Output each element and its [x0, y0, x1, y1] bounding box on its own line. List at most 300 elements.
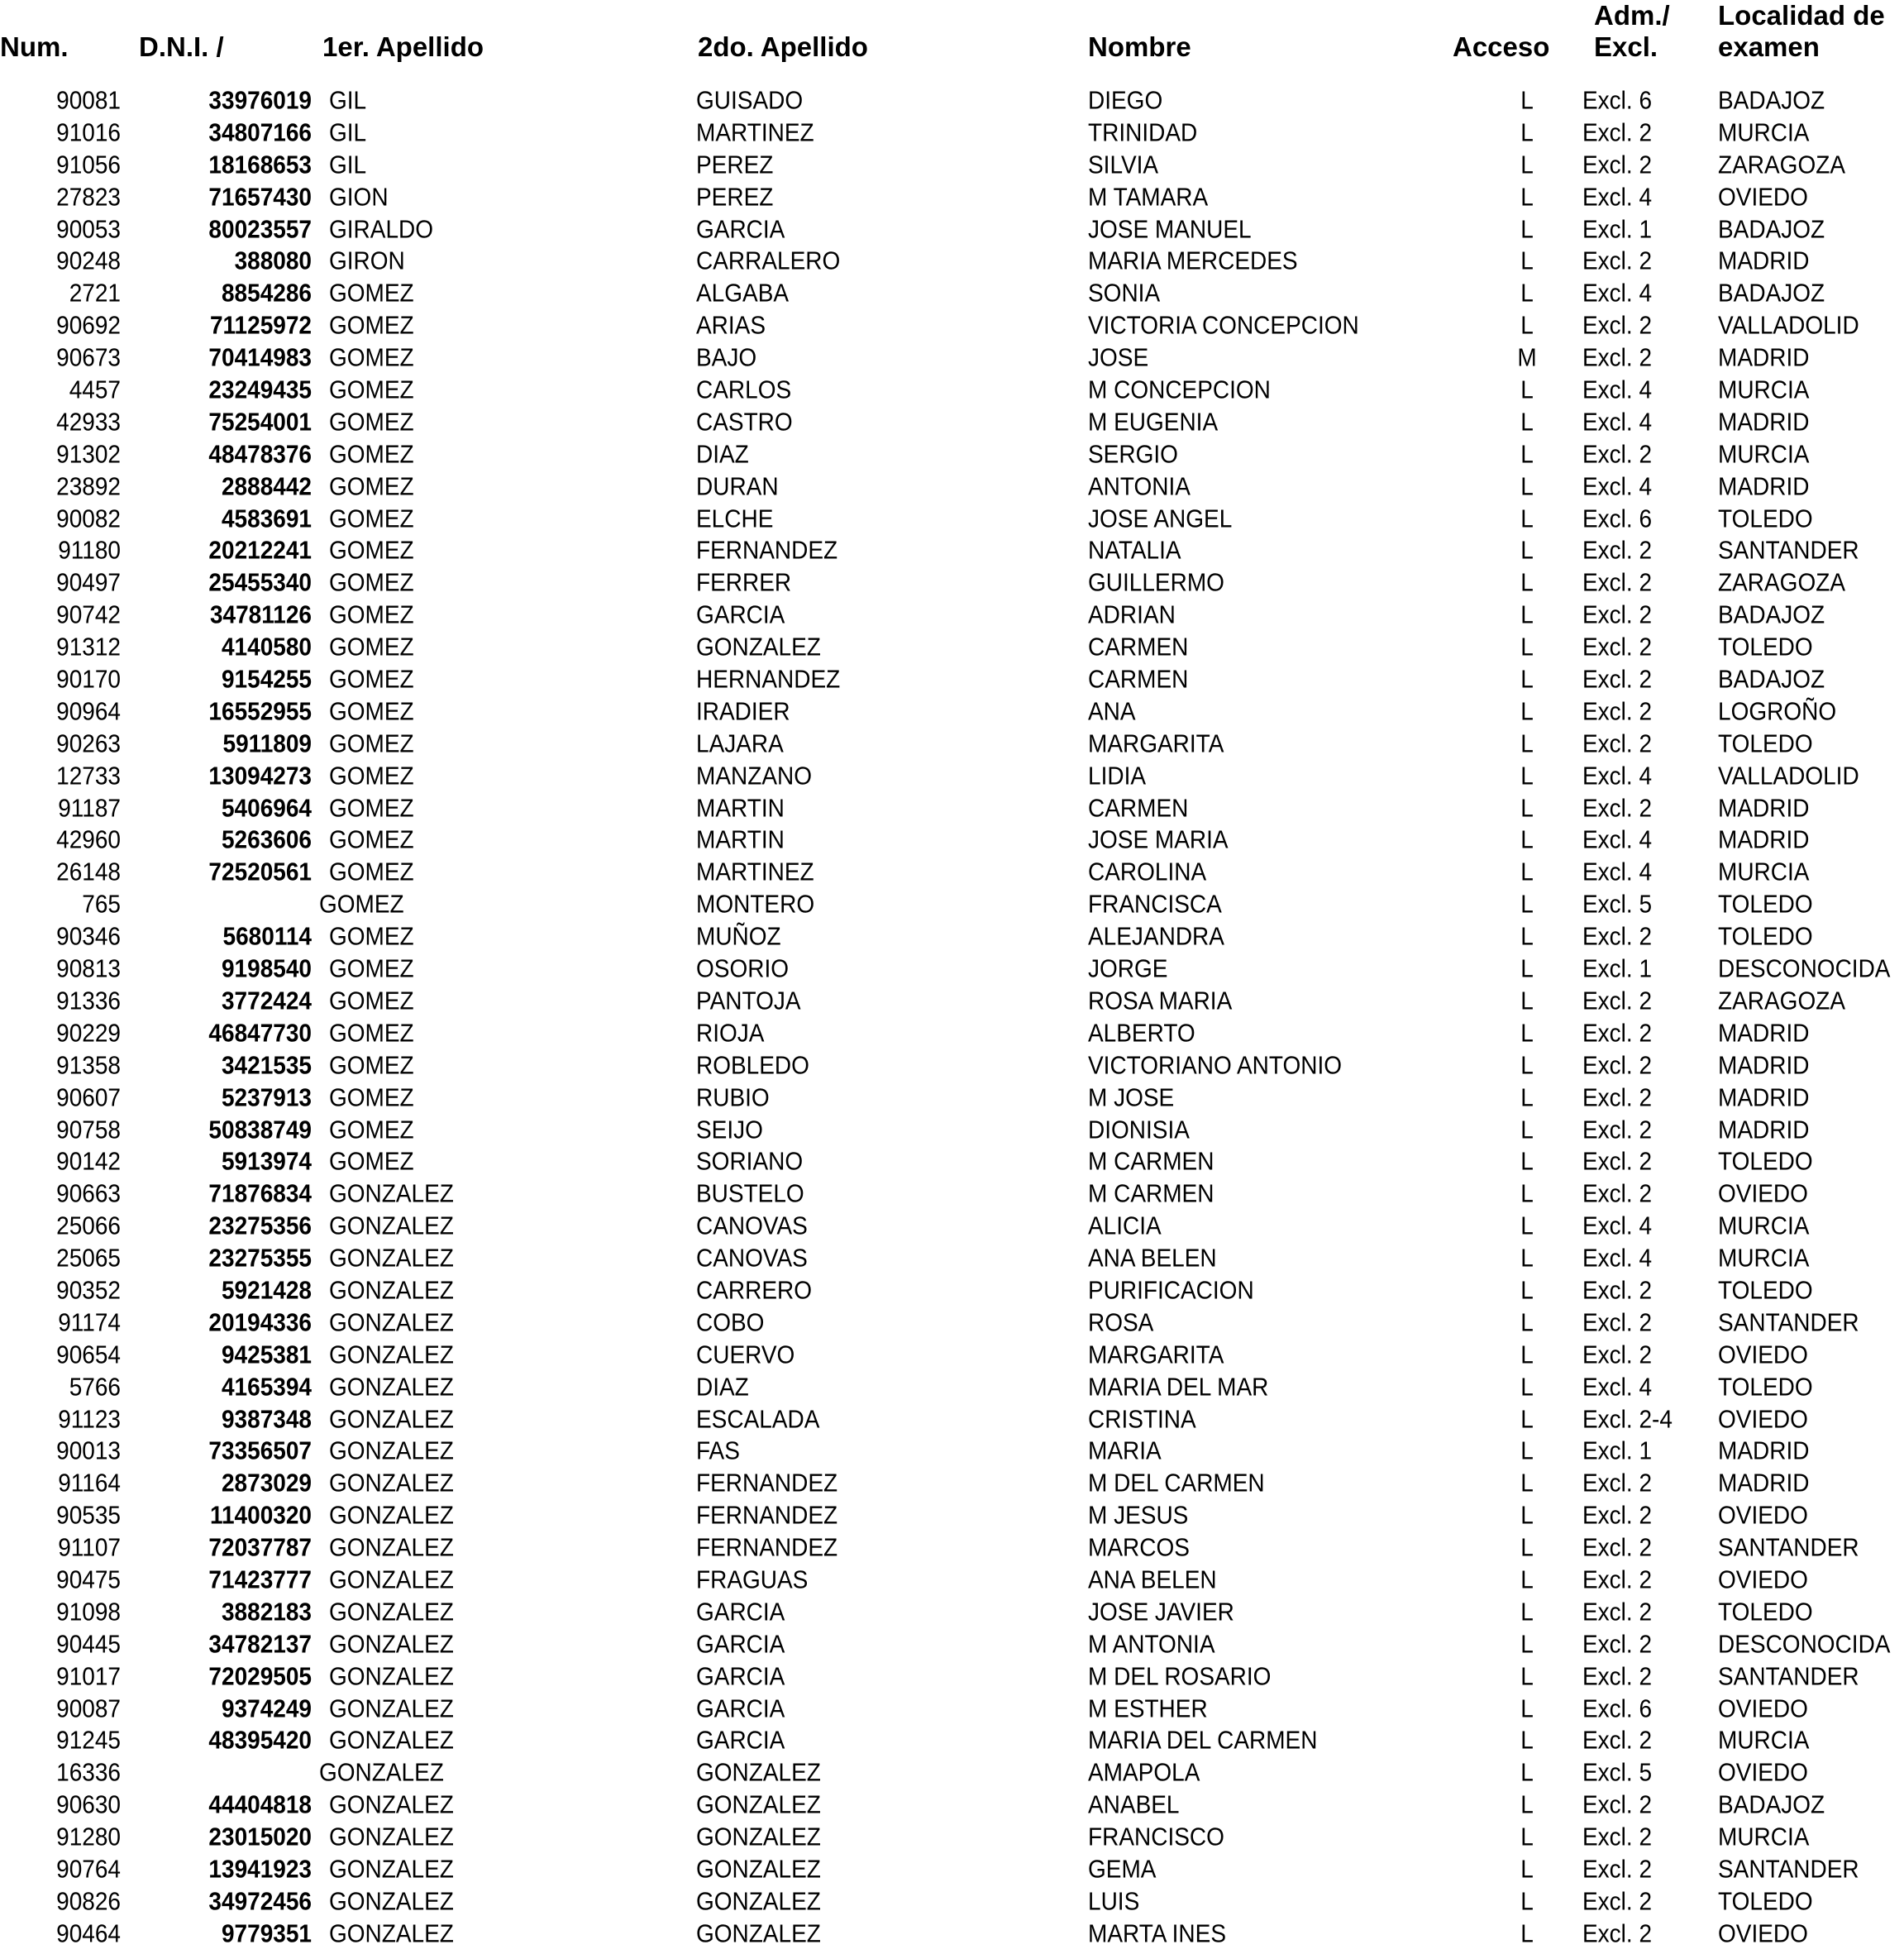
row-acceso: L [1520, 311, 1534, 340]
table-row [0, 1502, 1904, 1536]
row-acceso: L [1520, 118, 1534, 146]
row-dni: 34781126 [209, 600, 312, 629]
row-localidad: MADRID [1718, 825, 1810, 854]
row-second-surname: GARCIA [696, 1694, 785, 1722]
row-acceso: L [1520, 1019, 1534, 1047]
row-num: 4457 [69, 375, 121, 404]
row-localidad: TOLEDO [1718, 1147, 1813, 1176]
table-row [0, 375, 1904, 410]
row-dni: 23249435 [208, 375, 312, 404]
row-adm-excl: Excl. 2 [1582, 1919, 1653, 1947]
row-dni: 5263606 [221, 825, 312, 854]
table-row [0, 858, 1904, 893]
row-num: 90170 [56, 665, 121, 693]
row-second-surname: GONZALEZ [696, 633, 821, 662]
row-adm-excl: Excl. 2 [1582, 1308, 1653, 1336]
row-nombre: MARIA DEL MAR [1088, 1373, 1269, 1401]
row-num: 90082 [56, 504, 121, 533]
row-nombre: M ESTHER [1088, 1694, 1208, 1722]
row-acceso: L [1520, 890, 1534, 919]
row-dni: 23275355 [208, 1244, 312, 1272]
row-adm-excl: Excl. 2 [1582, 1630, 1653, 1658]
row-first-surname: GOMEZ [329, 825, 414, 854]
row-localidad: MADRID [1718, 408, 1810, 436]
table-row [0, 1180, 1904, 1215]
row-adm-excl: Excl. 4 [1582, 762, 1653, 790]
row-localidad: SANTANDER [1718, 1855, 1859, 1883]
row-localidad: OVIEDO [1718, 1694, 1808, 1722]
row-num: 90142 [56, 1147, 121, 1176]
row-dni: 73356507 [208, 1436, 312, 1465]
row-second-surname: GARCIA [696, 1598, 785, 1626]
row-acceso: L [1520, 183, 1534, 211]
row-localidad: DESCONOCIDA [1718, 1630, 1891, 1658]
row-adm-excl: Excl. 4 [1582, 375, 1653, 404]
row-nombre: MARIA DEL CARMEN [1088, 1726, 1318, 1755]
row-first-surname: GIL [329, 86, 367, 114]
row-first-surname: GONZALEZ [329, 1598, 454, 1626]
row-adm-excl: Excl. 2 [1582, 246, 1653, 275]
row-num: 91017 [56, 1662, 121, 1690]
row-dni: 2888442 [221, 472, 312, 500]
header-adm-line2: Excl. [1594, 31, 1658, 62]
row-first-surname: GONZALEZ [329, 1308, 454, 1336]
row-localidad: TOLEDO [1718, 1276, 1813, 1304]
row-acceso: L [1520, 150, 1534, 179]
table-row [0, 1823, 1904, 1858]
row-nombre: ANTONIA [1088, 472, 1191, 500]
row-localidad: TOLEDO [1718, 504, 1813, 533]
row-acceso: L [1520, 375, 1534, 404]
row-localidad: BADAJOZ [1718, 86, 1825, 114]
row-second-surname: BAJO [696, 343, 757, 372]
row-second-surname: OSORIO [696, 954, 790, 982]
row-second-surname: GARCIA [696, 215, 785, 243]
row-nombre: GUILLERMO [1088, 568, 1224, 597]
row-num: 90013 [56, 1436, 121, 1465]
row-first-surname: GONZALEZ [329, 1790, 454, 1819]
row-adm-excl: Excl. 4 [1582, 825, 1653, 854]
table-row [0, 1727, 1904, 1761]
row-second-surname: GUISADO [696, 86, 804, 114]
row-adm-excl: Excl. 2 [1582, 536, 1653, 565]
row-nombre: AMAPOLA [1088, 1758, 1200, 1787]
row-nombre: PURIFICACION [1088, 1276, 1254, 1304]
row-first-surname: GOMEZ [329, 1083, 414, 1111]
row-second-surname: MARTINEZ [696, 858, 814, 886]
row-acceso: L [1520, 633, 1534, 662]
row-acceso: L [1520, 1919, 1534, 1947]
row-localidad: MURCIA [1718, 375, 1810, 404]
row-adm-excl: Excl. 4 [1582, 1244, 1653, 1272]
row-first-surname: GONZALEZ [329, 1887, 454, 1915]
row-nombre: MARCOS [1088, 1533, 1190, 1562]
row-nombre: M JESUS [1088, 1501, 1189, 1530]
row-localidad: MADRID [1718, 472, 1810, 500]
row-nombre: JOSE MANUEL [1088, 215, 1252, 243]
table-row [0, 1083, 1904, 1118]
table-row [0, 1051, 1904, 1086]
row-num: 90445 [56, 1630, 121, 1658]
row-dni: 2873029 [221, 1469, 312, 1498]
row-localidad: MADRID [1718, 246, 1810, 275]
row-first-surname: GOMEZ [329, 279, 414, 308]
row-localidad: MADRID [1718, 1115, 1810, 1144]
row-num: 25065 [56, 1244, 121, 1272]
row-dni: 20194336 [208, 1308, 312, 1336]
row-num: 90053 [56, 215, 121, 243]
row-second-surname: FERRER [696, 568, 792, 597]
row-nombre: MARTA INES [1088, 1919, 1227, 1947]
row-adm-excl: Excl. 2 [1582, 311, 1653, 340]
row-localidad: TOLEDO [1718, 922, 1813, 951]
row-localidad: ZARAGOZA [1718, 987, 1846, 1015]
row-localidad: MADRID [1718, 794, 1810, 822]
row-acceso: L [1520, 1436, 1534, 1465]
row-first-surname: GOMEZ [329, 472, 414, 500]
row-acceso: L [1520, 1823, 1534, 1851]
row-nombre: JOSE JAVIER [1088, 1598, 1234, 1626]
row-first-surname: GOMEZ [329, 1147, 414, 1176]
row-first-surname: GONZALEZ [329, 1404, 454, 1433]
row-num: 90964 [56, 697, 121, 725]
table-row [0, 826, 1904, 861]
row-first-surname: GONZALEZ [329, 1340, 454, 1369]
row-adm-excl: Excl. 2 [1582, 440, 1653, 468]
row-num: 90535 [56, 1501, 121, 1530]
table-row [0, 1469, 1904, 1504]
row-adm-excl: Excl. 2 [1582, 1823, 1653, 1851]
row-nombre: ALBERTO [1088, 1019, 1195, 1047]
row-nombre: CARMEN [1088, 665, 1189, 693]
row-localidad: OVIEDO [1718, 1179, 1808, 1208]
row-adm-excl: Excl. 1 [1582, 954, 1653, 982]
row-acceso: L [1520, 246, 1534, 275]
row-second-surname: SEIJO [696, 1115, 763, 1144]
row-dni: 34807166 [208, 118, 312, 146]
row-num: 42933 [56, 408, 121, 436]
row-adm-excl: Excl. 2 [1582, 1276, 1653, 1304]
row-acceso: L [1520, 86, 1534, 114]
row-adm-excl: Excl. 2 [1582, 794, 1653, 822]
row-acceso: L [1520, 1308, 1534, 1336]
row-num: 23892 [56, 472, 121, 500]
row-dni: 4140580 [221, 633, 312, 662]
row-acceso: L [1520, 408, 1534, 436]
table-row [0, 1694, 1904, 1729]
row-acceso: L [1520, 729, 1534, 757]
row-first-surname: GOMEZ [329, 794, 414, 822]
row-dni: 3772424 [221, 987, 312, 1015]
row-first-surname: GOMEZ [329, 697, 414, 725]
table-row [0, 923, 1904, 958]
row-nombre: M CARMEN [1088, 1147, 1214, 1176]
row-acceso: L [1520, 762, 1534, 790]
table-row [0, 344, 1904, 379]
row-acceso: L [1520, 858, 1534, 886]
row-adm-excl: Excl. 4 [1582, 1373, 1653, 1401]
row-nombre: M CARMEN [1088, 1179, 1214, 1208]
row-nombre: MARIA [1088, 1436, 1162, 1465]
row-second-surname: GARCIA [696, 1630, 785, 1658]
row-second-surname: MONTERO [696, 890, 815, 919]
row-localidad: OVIEDO [1718, 1565, 1808, 1593]
row-dni: 9374249 [221, 1694, 312, 1722]
row-nombre: M CONCEPCION [1088, 375, 1271, 404]
row-nombre: ADRIAN [1088, 600, 1176, 629]
row-adm-excl: Excl. 2 [1582, 1726, 1653, 1755]
row-first-surname: GOMEZ [329, 440, 414, 468]
row-acceso: L [1520, 1051, 1534, 1079]
row-num: 90607 [56, 1083, 121, 1111]
row-num: 90352 [56, 1276, 121, 1304]
table-row [0, 1212, 1904, 1247]
row-second-surname: GONZALEZ [696, 1823, 821, 1851]
row-num: 90248 [56, 246, 121, 275]
header-adm-line1: Adm./ [1594, 0, 1670, 31]
row-nombre: FRANCISCA [1088, 890, 1222, 919]
row-nombre: TRINIDAD [1088, 118, 1198, 146]
table-row [0, 1791, 1904, 1826]
row-second-surname: CARRALERO [696, 246, 841, 275]
header-second-surname: 2do. Apellido [698, 31, 868, 62]
table-row [0, 1019, 1904, 1053]
table-row [0, 1405, 1904, 1440]
row-localidad: VALLADOLID [1718, 762, 1859, 790]
row-localidad: TOLEDO [1718, 1598, 1813, 1626]
row-localidad: MADRID [1718, 1019, 1810, 1047]
row-first-surname: GONZALEZ [329, 1244, 454, 1272]
row-first-surname: GONZALEZ [329, 1823, 454, 1851]
row-first-surname: GONZALEZ [329, 1726, 454, 1755]
row-first-surname: GOMEZ [329, 987, 414, 1015]
row-localidad: LOGROÑO [1718, 697, 1837, 725]
row-dni: 70414983 [208, 343, 312, 372]
row-first-surname: GOMEZ [329, 375, 414, 404]
row-first-surname: GIRALDO [329, 215, 434, 243]
row-second-surname: FRAGUAS [696, 1565, 809, 1593]
row-nombre: ROSA [1088, 1308, 1154, 1336]
row-num: 90758 [56, 1115, 121, 1144]
row-second-surname: GARCIA [696, 1662, 785, 1690]
row-first-surname: GONZALEZ [329, 1501, 454, 1530]
row-num: 12733 [56, 762, 121, 790]
row-adm-excl: Excl. 6 [1582, 504, 1653, 533]
row-second-surname: FERNANDEZ [696, 1533, 838, 1562]
row-adm-excl: Excl. 2 [1582, 1662, 1653, 1690]
header-num: Num. [0, 31, 69, 62]
row-nombre: ALICIA [1088, 1211, 1162, 1240]
row-localidad: OVIEDO [1718, 1340, 1808, 1369]
row-localidad: BADAJOZ [1718, 279, 1825, 308]
row-dni: 18168653 [208, 150, 312, 179]
row-adm-excl: Excl. 2 [1582, 343, 1653, 372]
row-localidad: SANTANDER [1718, 1533, 1859, 1562]
row-localidad: VALLADOLID [1718, 311, 1859, 340]
row-acceso: L [1520, 279, 1534, 308]
row-adm-excl: Excl. 4 [1582, 472, 1653, 500]
row-dni: 11400320 [209, 1501, 312, 1530]
row-second-surname: ROBLEDO [696, 1051, 809, 1079]
row-first-surname: GOMEZ [329, 343, 414, 372]
row-dni: 5921428 [221, 1276, 312, 1304]
row-dni: 13941923 [208, 1855, 312, 1883]
table-row [0, 1340, 1904, 1375]
row-nombre: GEMA [1088, 1855, 1157, 1883]
row-second-surname: HERNANDEZ [696, 665, 841, 693]
row-second-surname: GONZALEZ [696, 1790, 821, 1819]
row-localidad: MADRID [1718, 1051, 1810, 1079]
table-row [0, 1662, 1904, 1697]
row-nombre: VICTORIANO ANTONIO [1088, 1051, 1343, 1079]
row-second-surname: BUSTELO [696, 1179, 804, 1208]
row-dni: 9779351 [221, 1919, 312, 1947]
row-first-surname: GONZALEZ [329, 1211, 454, 1240]
table-row [0, 150, 1904, 185]
row-acceso: L [1520, 1630, 1534, 1658]
table-row [0, 762, 1904, 796]
row-acceso: L [1520, 1404, 1534, 1433]
row-second-surname: CARRERO [696, 1276, 813, 1304]
row-first-surname: GOMEZ [329, 568, 414, 597]
table-row [0, 1276, 1904, 1311]
table-row [0, 1855, 1904, 1890]
row-localidad: SANTANDER [1718, 536, 1859, 565]
table-row [0, 1598, 1904, 1632]
row-first-surname: GONZALEZ [329, 1919, 454, 1947]
row-second-surname: FERNANDEZ [696, 1469, 838, 1498]
row-dni: 4165394 [221, 1373, 312, 1401]
row-first-surname: GONZALEZ [329, 1630, 454, 1658]
row-second-surname: PEREZ [696, 150, 774, 179]
row-second-surname: FAS [696, 1436, 740, 1465]
row-dni: 9154255 [221, 665, 312, 693]
row-dni: 72037787 [208, 1533, 312, 1562]
row-first-surname: GONZALEZ [319, 1758, 444, 1787]
row-adm-excl: Excl. 2 [1582, 1340, 1653, 1369]
table-row [0, 472, 1904, 507]
row-localidad: TOLEDO [1718, 890, 1813, 919]
table-row [0, 1116, 1904, 1150]
table-row [0, 1630, 1904, 1665]
row-acceso: L [1520, 697, 1534, 725]
table-row [0, 633, 1904, 668]
row-dni: 71125972 [209, 311, 312, 340]
row-first-surname: GOMEZ [329, 311, 414, 340]
row-acceso: L [1520, 1855, 1534, 1883]
row-acceso: L [1520, 504, 1534, 533]
row-dni: 23015020 [208, 1823, 312, 1851]
row-acceso: L [1520, 794, 1534, 822]
row-num: 27823 [56, 183, 121, 211]
row-localidad: SANTANDER [1718, 1308, 1859, 1336]
row-first-surname: GONZALEZ [329, 1662, 454, 1690]
row-first-surname: GIRON [329, 246, 405, 275]
row-num: 91187 [58, 794, 121, 822]
row-localidad: TOLEDO [1718, 1887, 1813, 1915]
row-acceso: L [1520, 1598, 1534, 1626]
row-num: 90497 [56, 568, 121, 597]
row-dni: 80023557 [208, 215, 312, 243]
row-nombre: MARGARITA [1088, 729, 1224, 757]
row-second-surname: MANZANO [696, 762, 812, 790]
table-row [0, 504, 1904, 539]
row-second-surname: GONZALEZ [696, 1887, 821, 1915]
row-first-surname: GOMEZ [329, 600, 414, 629]
row-num: 91336 [56, 987, 121, 1015]
row-dni: 13094273 [208, 762, 312, 790]
row-num: 91280 [56, 1823, 121, 1851]
row-adm-excl: Excl. 2-4 [1582, 1404, 1673, 1433]
row-nombre: MARGARITA [1088, 1340, 1224, 1369]
header-localidad-line1: Localidad de [1718, 0, 1885, 31]
row-first-surname: GONZALEZ [329, 1276, 454, 1304]
row-num: 91312 [56, 633, 121, 662]
row-second-surname: MARTIN [696, 825, 785, 854]
row-dni: 48478376 [208, 440, 312, 468]
row-dni: 48395420 [208, 1726, 312, 1755]
row-localidad: ZARAGOZA [1718, 150, 1846, 179]
row-acceso: L [1520, 600, 1534, 629]
row-dni: 71657430 [208, 183, 312, 211]
row-adm-excl: Excl. 4 [1582, 858, 1653, 886]
row-acceso: L [1520, 1179, 1534, 1208]
row-first-surname: GOMEZ [329, 858, 414, 886]
row-acceso: L [1520, 1726, 1534, 1755]
row-num: 91123 [58, 1404, 121, 1433]
row-second-surname: CUERVO [696, 1340, 795, 1369]
row-dni: 71423777 [208, 1565, 312, 1593]
row-adm-excl: Excl. 5 [1582, 1758, 1653, 1787]
row-acceso: M [1517, 343, 1537, 372]
row-adm-excl: Excl. 1 [1582, 1436, 1653, 1465]
row-num: 90346 [56, 922, 121, 951]
row-acceso: L [1520, 1211, 1534, 1240]
row-num: 91056 [56, 150, 121, 179]
row-adm-excl: Excl. 4 [1582, 183, 1653, 211]
row-num: 90229 [56, 1019, 121, 1047]
row-first-surname: GIL [329, 118, 367, 146]
row-adm-excl: Excl. 2 [1582, 600, 1653, 629]
row-num: 90826 [56, 1887, 121, 1915]
table-row [0, 1373, 1904, 1407]
table-row [0, 247, 1904, 282]
table-row [0, 183, 1904, 217]
row-localidad: MADRID [1718, 343, 1810, 372]
row-second-surname: MARTIN [696, 794, 785, 822]
row-second-surname: DIAZ [696, 1373, 749, 1401]
row-acceso: L [1520, 1694, 1534, 1722]
row-dni: 46847730 [208, 1019, 312, 1047]
row-adm-excl: Excl. 2 [1582, 1179, 1653, 1208]
row-localidad: MURCIA [1718, 1244, 1810, 1272]
row-adm-excl: Excl. 6 [1582, 86, 1653, 114]
row-localidad: OVIEDO [1718, 1919, 1808, 1947]
row-nombre: SILVIA [1088, 150, 1159, 179]
row-num: 90813 [56, 954, 121, 982]
row-dni: 5913974 [221, 1147, 312, 1176]
row-localidad: SANTANDER [1718, 1662, 1859, 1690]
row-num: 90654 [56, 1340, 121, 1369]
table-row [0, 794, 1904, 829]
row-nombre: CAROLINA [1088, 858, 1207, 886]
row-nombre: VICTORIA CONCEPCION [1088, 311, 1359, 340]
table-row [0, 1437, 1904, 1472]
row-nombre: LIDIA [1088, 762, 1147, 790]
row-acceso: L [1520, 1469, 1534, 1498]
row-num: 91164 [58, 1469, 121, 1498]
row-acceso: L [1520, 1565, 1534, 1593]
